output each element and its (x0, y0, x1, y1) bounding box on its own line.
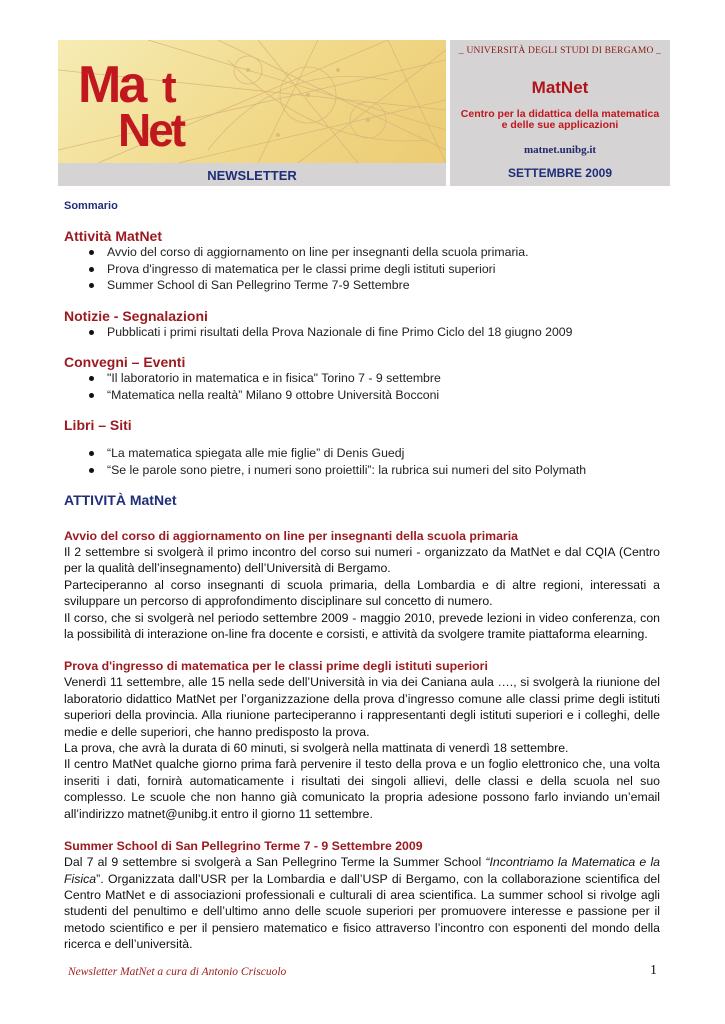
page-number: 1 (650, 963, 657, 978)
bullet-icon (89, 376, 94, 381)
svg-text:t: t (162, 63, 177, 112)
summary-list (64, 370, 660, 403)
article-title: Prova d'ingresso di matematica per le classi prime degli istituti superiori (64, 659, 488, 674)
issue-date: SETTEMBRE 2009 (507, 166, 613, 180)
list-item: "Il laboratorio in matematica e in fisica" Torino 7 - 9 settembre (64, 370, 660, 387)
newsletter-label: NEWSLETTER (207, 168, 297, 183)
summary-list (64, 324, 660, 341)
article-paragraph: Il 2 settembre si svolgerà il primo incontro del corso sui numeri - organizzato da MatNet e dal CQIA (Centro per la qualità dell’insegnamento) dell’Università di Bergamo. (64, 545, 660, 576)
bullet-icon (89, 283, 94, 288)
newsletter-strip (58, 163, 446, 186)
newsletter-content (64, 200, 660, 953)
article-paragraph: La prova, che avrà la durata di 60 minuti, si svolgerà nella mattinata di venerdì 18 settembre. (64, 741, 569, 756)
article-paragraph: Il centro MatNet qualche giorno prima farà pervenire il testo della prova e un foglio elettronico che, una volta inseriti i dati, fornirà automaticamente i risultati dei singoli allievi, delle classi e della scuola nel suo complesso. Le scuole che non hanno già comunicato la propria adesione possono farlo inviando un’email all’indirizzo matnet@unibg.it entro il giorno 11 settembre. (64, 757, 660, 821)
matnet-logo (58, 40, 446, 163)
bullet-icon (89, 330, 94, 335)
article-title: Summer School di San Pellegrino Terme 7 - 9 Settembre 2009 (64, 839, 423, 854)
article-title: Avvio del corso di aggiornamento on line per insegnanti della scuola primaria (64, 529, 518, 543)
bullet-icon (89, 451, 94, 456)
summary-section-title: Attività MatNet (64, 228, 163, 244)
summary-list (64, 244, 660, 294)
summary-list (64, 445, 660, 478)
bullet-icon (89, 250, 94, 255)
list-item: Avvio del corso di aggiornamento on line per insegnanti della scuola primaria. (64, 244, 660, 261)
logo-artwork (58, 40, 446, 163)
header-url[interactable]: matnet.unibg.it (523, 144, 597, 156)
header-title: MatNet (531, 78, 589, 97)
university-name: _ UNIVERSITÀ DEGLI STUDI DI BERGAMO _ (458, 46, 662, 56)
article-paragraph: Il corso, che si svolgerà nel periodo settembre 2009 - maggio 2010, prevede lezioni in video conferenza, con la possibilità di interazione on-line fra docente e corsisti, e attività da svolgere tramite piattaforma elearning. (64, 610, 660, 642)
article-paragraph: Venerdì 11 settembre, alle 15 nella sede dell’Università in via dei Caniana aula …., si svolgerà la riunione del laboratorio didattico MatNet per l’organizzazione della prova d’ingresso comune alle classi prime degli istituti superiori della provincia. Alla riunione parteciperanno i rappresentanti degli istituti superiori e i colleghi, delle medie e delle superiori, che hanno predisposto la prova. (64, 675, 660, 739)
header-info-box (450, 40, 670, 186)
summary-section-title: Notizie - Segnalazioni (64, 307, 208, 324)
summary-heading: Sommario (64, 200, 118, 212)
list-item: “Matematica nella realtà” Milano 9 ottobre Università Bocconi (64, 387, 660, 404)
article-paragraph: Parteciperanno al corso insegnanti di scuola primaria, della Lombardia e di altre regioni, interessati a sviluppare un percorso di approfondimento disciplinare sul concetto di numero. (64, 577, 660, 609)
header-subtitle (450, 109, 670, 131)
list-item: “Se le parole sono pietre, i numeri sono proiettili”: la rubrica sui numeri del sito Polymath (64, 462, 660, 479)
header-subtitle-line2: e delle sue applicazioni (501, 119, 619, 131)
list-item: Summer School di San Pellegrino Terme 7-9 Settembre (64, 277, 660, 294)
list-item: “La matematica spiegata alle mie figlie” di Denis Guedj (64, 445, 660, 462)
list-item: Prova d'ingresso di matematica per le classi prime degli istituti superiori (64, 261, 660, 278)
bullet-icon (89, 267, 94, 272)
footer-credit: Newsletter MatNet a cura di Antonio Criscuolo (68, 966, 287, 978)
bullet-icon (89, 468, 94, 473)
event-title-italic: “Incontriamo la Matematica e la Fisica (64, 855, 661, 886)
svg-text:Ma: Ma (78, 56, 145, 114)
header-subtitle-line1: Centro per la didattica della matematica (460, 108, 660, 120)
list-item: Pubblicati i primi risultati della Prova Nazionale di fine Primo Ciclo del 18 giugno 2009 (64, 324, 660, 341)
bullet-icon (89, 393, 94, 398)
summary-section-title: Libri – Siti (64, 417, 132, 433)
header-banner (58, 40, 670, 186)
activities-heading: ATTIVITÀ MatNet (64, 492, 177, 508)
summary-section-title: Convegni – Eventi (64, 354, 186, 370)
svg-text:Net: Net (118, 104, 184, 156)
article-paragraph: Dal 7 al 9 settembre si svolgerà a San Pellegrino Terme la Summer School “Incontriamo la Matematica e la Fisica”. Organizzata dall’USR per la Lombardia e dall’USP di Bergamo, con la collaborazione scientifica del Centro MatNet e di associazioni professionali e culturali di area scientifica. La summer school si rivolge agli studenti del penultimo e dell’ultimo anno delle scuole superiori per promuovere interesse e passione per il metodo scientifico e per il pensiero matematico e fisico attraverso l’incontro con esponenti del mondo della ricerca e dell’università. (64, 855, 661, 952)
